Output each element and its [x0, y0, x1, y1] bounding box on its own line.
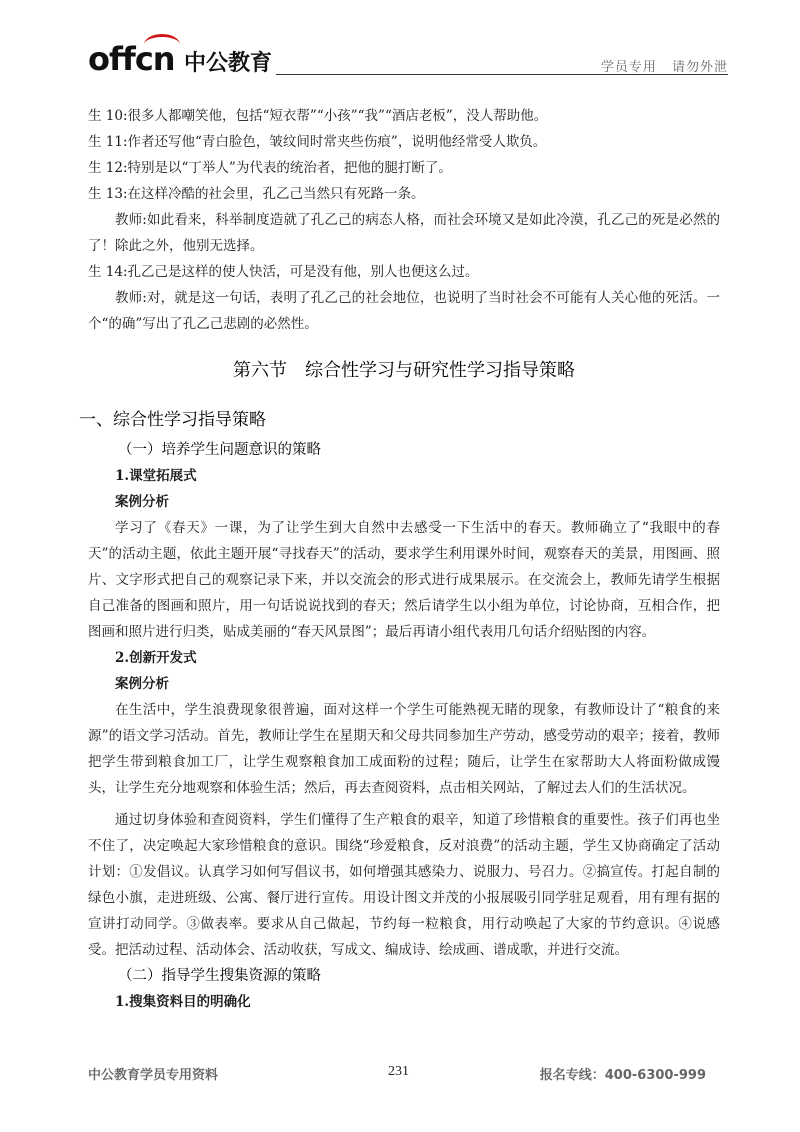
- subsection-heading: （二）指导学生搜集资源的策略: [118, 968, 321, 984]
- case-paragraph: 在生活中，学生浪费现象很普遍，面对这样一个学生可能熟视无睹的现象，有教师设计了“粮食的来源”的语文学习活动。首先，教师让学生在星期天和父母共同参加生产劳动，感受劳动的艰辛；接着，教师把学生带到粮食加工厂，让学生观察粮食加工成面粉的过程；随后，让学生在家帮助大人将面粉做成馒头，让学生充分地观察和体验生活；然后，再去查阅资料，点击相关网站，了解过去人们的生活状况。: [88, 702, 720, 796]
- speaker: 生 11:: [88, 134, 128, 150]
- dialogue-line: [88, 207, 720, 259]
- header-tagline: 学员专用 请勿外泄: [600, 60, 728, 75]
- dialogue-line: [88, 259, 720, 285]
- speaker: 生 14:: [88, 264, 128, 280]
- item-heading: 1.搜集资料目的明确化: [115, 994, 251, 1010]
- page-content: [79, 103, 720, 1015]
- dialogue-line: [88, 155, 720, 181]
- utterance: 特别是以“丁举人”为代表的统治者，把他的腿打断了。: [127, 160, 452, 176]
- logo-arc-icon: [144, 34, 180, 55]
- subsection-heading: （一）培养学生问题意识的策略: [118, 442, 321, 458]
- offcn-logo-chinese: 中公教育: [184, 51, 273, 76]
- dialogue-line: [88, 103, 720, 129]
- page-number: 231: [388, 1064, 409, 1079]
- utterance: 在这样冷酷的社会里，孔乙己当然只有死路一条。: [127, 186, 425, 202]
- page-header: [88, 40, 728, 84]
- case-label: 案例分析: [115, 494, 169, 510]
- dialogue-line: [88, 181, 720, 207]
- dialogue-line: [88, 129, 720, 155]
- page-footer: [88, 1064, 706, 1088]
- case-label: 案例分析: [115, 676, 169, 692]
- offcn-logo-latin: offcn: [88, 40, 175, 78]
- speaker: 教师:: [115, 212, 147, 228]
- item-heading: 2.创新开发式: [115, 650, 197, 666]
- speaker: 生 12:: [88, 160, 128, 176]
- utterance: 如此看来，科举制度造就了孔乙己的病态人格，而社会环境又是如此冷漠，孔乙己的死是必然的了！除此之外，他别无选择。: [88, 212, 720, 254]
- dialogue-line: [88, 285, 720, 337]
- section-title: 第六节 综合性学习与研究性学习指导策略: [233, 360, 575, 381]
- case-paragraph: 学习了《春天》一课，为了让学生到大自然中去感受一下生活中的春天。教师确立了“我眼中的春天”的活动主题，依此主题开展“寻找春天”的活动，要求学生利用课外时间，观察春天的美景，用图画、照片、文字形式把自己的观察记录下来，并以交流会的形式进行成果展示。在交流会上，教师先请学生根据自己准备的图画和照片，用一句话说说找到的春天；然后请学生以小组为单位，讨论协商，互相合作，把图画和照片进行归类，贴成美丽的“春天风景图”；最后再请小组代表用几句话介绍贴图的内容。: [88, 520, 720, 640]
- speaker: 生 10:: [88, 108, 128, 124]
- utterance: 作者还写他“青白脸色，皱纹间时常夹些伤痕”，说明他经常受人欺负。: [127, 134, 547, 150]
- speaker: 教师:: [115, 290, 147, 306]
- utterance: 对，就是这一句话，表明了孔乙己的社会地位，也说明了当时社会不可能有人关心他的死活。一个“的确”写出了孔乙己悲剧的必然性。: [88, 290, 720, 332]
- speaker: 生 13:: [88, 186, 128, 202]
- heading-1: 一、综合性学习指导策略: [79, 410, 266, 430]
- footer-hotline: 报名专线：400-6300-999: [539, 1068, 706, 1083]
- item-heading: 1.课堂拓展式: [115, 468, 197, 484]
- footer-left-text: 中公教育学员专用资料: [88, 1068, 219, 1083]
- utterance: 孔乙己是这样的使人快活，可是没有他，别人也便这么过。: [127, 264, 479, 280]
- case-paragraph: 通过切身体验和查阅资料，学生们懂得了生产粮食的艰辛，知道了珍惜粮食的重要性。孩子们再也坐不住了，决定唤起大家珍惜粮食的意识。围绕“珍爱粮食，反对浪费”的活动主题，学生又协商确定了活动计划：①发倡议。认真学习如何写倡议书，如何增强其感染力、说服力、号召力。②搞宣传。打起自制的绿色小旗，走进班级、公寓、餐厅进行宣传。用设计图文并茂的小报展吸引同学驻足观看，用有理有据的宣讲打动同学。③做表率。要求从自己做起，节约每一粒粮食，用行动唤起了大家的节约意识。④说感受。把活动过程、活动体会、活动收获，写成文、编成诗、绘成画、谱成歌，并进行交流。: [88, 812, 720, 958]
- utterance: 很多人都嘲笑他，包括“短衣帮”“小孩”“我”“酒店老板”，没人帮助他。: [127, 108, 548, 124]
